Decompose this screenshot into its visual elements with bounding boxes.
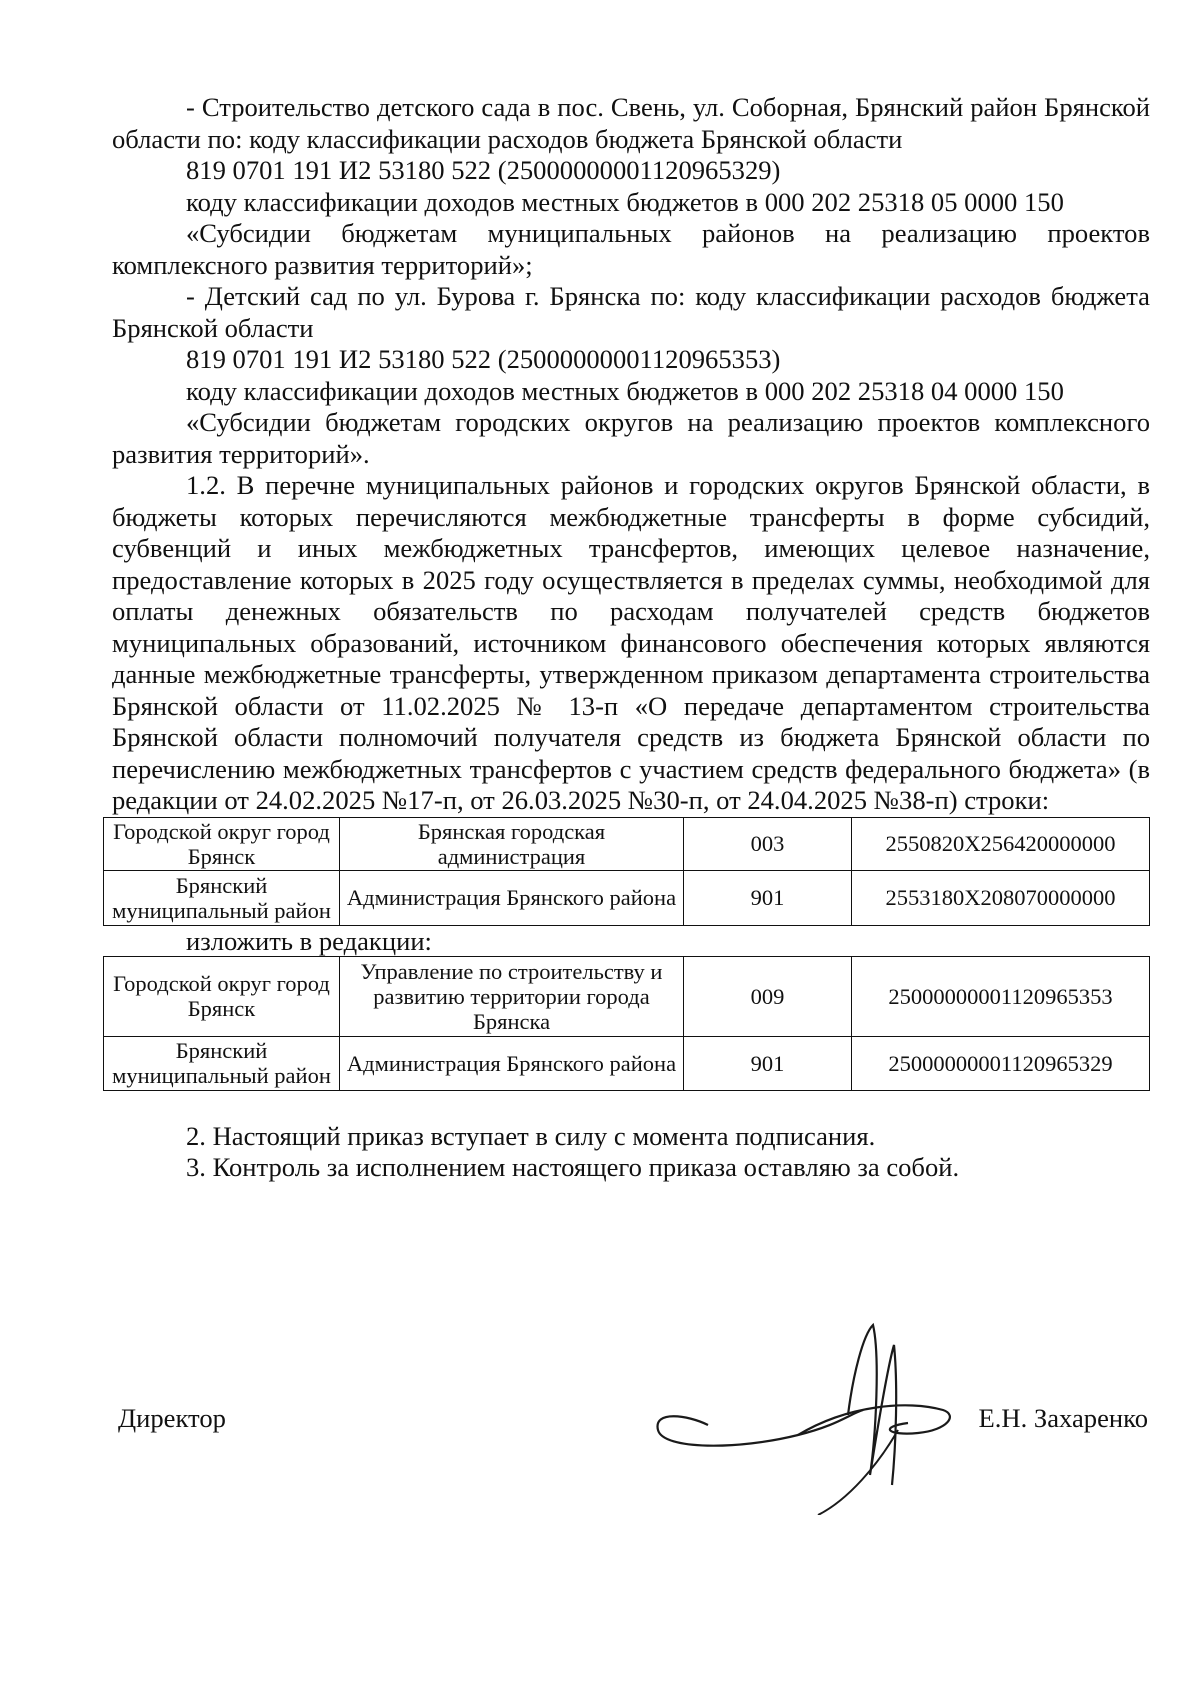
paragraph-1-code: 819 0701 191 И2 53180 522 (25000000001120965329) [186, 155, 781, 185]
paragraph-2-subsidy: «Субсидии бюджетам городских округов на реализацию проектов комплексного развития территорий». [112, 407, 1150, 469]
table-cell: Брянская городская администрация [340, 817, 684, 870]
paragraph-1-income-code: коду классификации доходов местных бюджетов в 000 202 25318 05 0000 150 [186, 186, 1064, 217]
table-row [104, 870, 1150, 925]
paragraph-2-effective: 2. Настоящий приказ вступает в силу с момента подписания. [186, 1120, 876, 1151]
table-cell: 25000000001120965353 [852, 956, 1150, 1036]
signatory-name: Е.Н. Захаренко [978, 1403, 1148, 1433]
table-cell: Брянский муниципальный район [104, 870, 340, 925]
table-cell: Администрация Брянского района [340, 1036, 684, 1090]
table-cell: 2553180X208070000000 [852, 870, 1150, 925]
table-caption: изложить в редакции: [186, 925, 432, 956]
paragraph-2-intro: - Детский сад по ул. Бурова г. Брянска по: коду классификации расходов бюджета Брянской области [112, 281, 1150, 343]
table-cell: 009 [684, 956, 852, 1036]
table-cell: 901 [684, 1036, 852, 1090]
table-cell: 901 [684, 870, 852, 925]
paragraph-2-income-code: коду классификации доходов местных бюджетов в 000 202 25318 04 0000 150 [186, 375, 1064, 406]
table-cell: Управление по строительству и развитию территории города Брянска [340, 956, 684, 1036]
paragraph-1-intro: - Строительство детского сада в пос. Свень, ул. Соборная, Брянский район Брянской области по: коду классификации расходов бюджета Брянской области [112, 92, 1150, 154]
signatory-position: Директор [118, 1403, 226, 1433]
paragraph-2-code: 819 0701 191 И2 53180 522 (25000000001120965353) [186, 344, 781, 374]
table-cell: 25000000001120965329 [852, 1036, 1150, 1090]
table-row [104, 956, 1150, 1036]
table-cell: Городской округ город Брянск [104, 817, 340, 870]
table-row [104, 1036, 1150, 1090]
table-cell: Городской округ город Брянск [104, 956, 340, 1036]
handwritten-signature [648, 1315, 988, 1515]
table-old-rows [103, 817, 1150, 926]
paragraph-1-subsidy: «Субсидии бюджетам муниципальных районов на реализацию проектов комплексного развития территорий»; [112, 218, 1150, 280]
table-cell: Администрация Брянского района [340, 870, 684, 925]
paragraph-3-control: 3. Контроль за исполнением настоящего приказа оставляю за собой. [186, 1152, 960, 1182]
document-body [112, 92, 1150, 1184]
paragraph-1-2: 1.2. В перечне муниципальных районов и городских округов Брянской области, в бюджеты которых перечисляются межбюджетные трансферты в форме субсидий, субвенций и иных межбюджетных трансфертов, имеющих целевое назначение, предоставление которых в 2025 году осуществляется в пределах суммы, необходимой для оплаты денежных обязательств по расходам получателей средств бюджетов муниципальных образований, источником финансового обеспечения которых являются данные межбюджетные трансферты, утвержденном приказом департамента строительства Брянской области от 11.02.2025 № 13-п «О передаче департаментом строительства Брянской области полномочий получателя средств из бюджета Брянской области по перечислению межбюджетных трансфертов с участием средств федерального бюджета» (в редакции от 24.02.2025 №17-п, от 26.03.2025 №30-п, от 24.04.2025 №38-п) строки: [112, 470, 1150, 815]
table-cell: Брянский муниципальный район [104, 1036, 340, 1090]
signature-block [118, 1385, 1148, 1505]
table-new-rows [103, 956, 1150, 1091]
table-row [104, 817, 1150, 870]
table-cell: 003 [684, 817, 852, 870]
table-cell: 2550820X256420000000 [852, 817, 1150, 870]
